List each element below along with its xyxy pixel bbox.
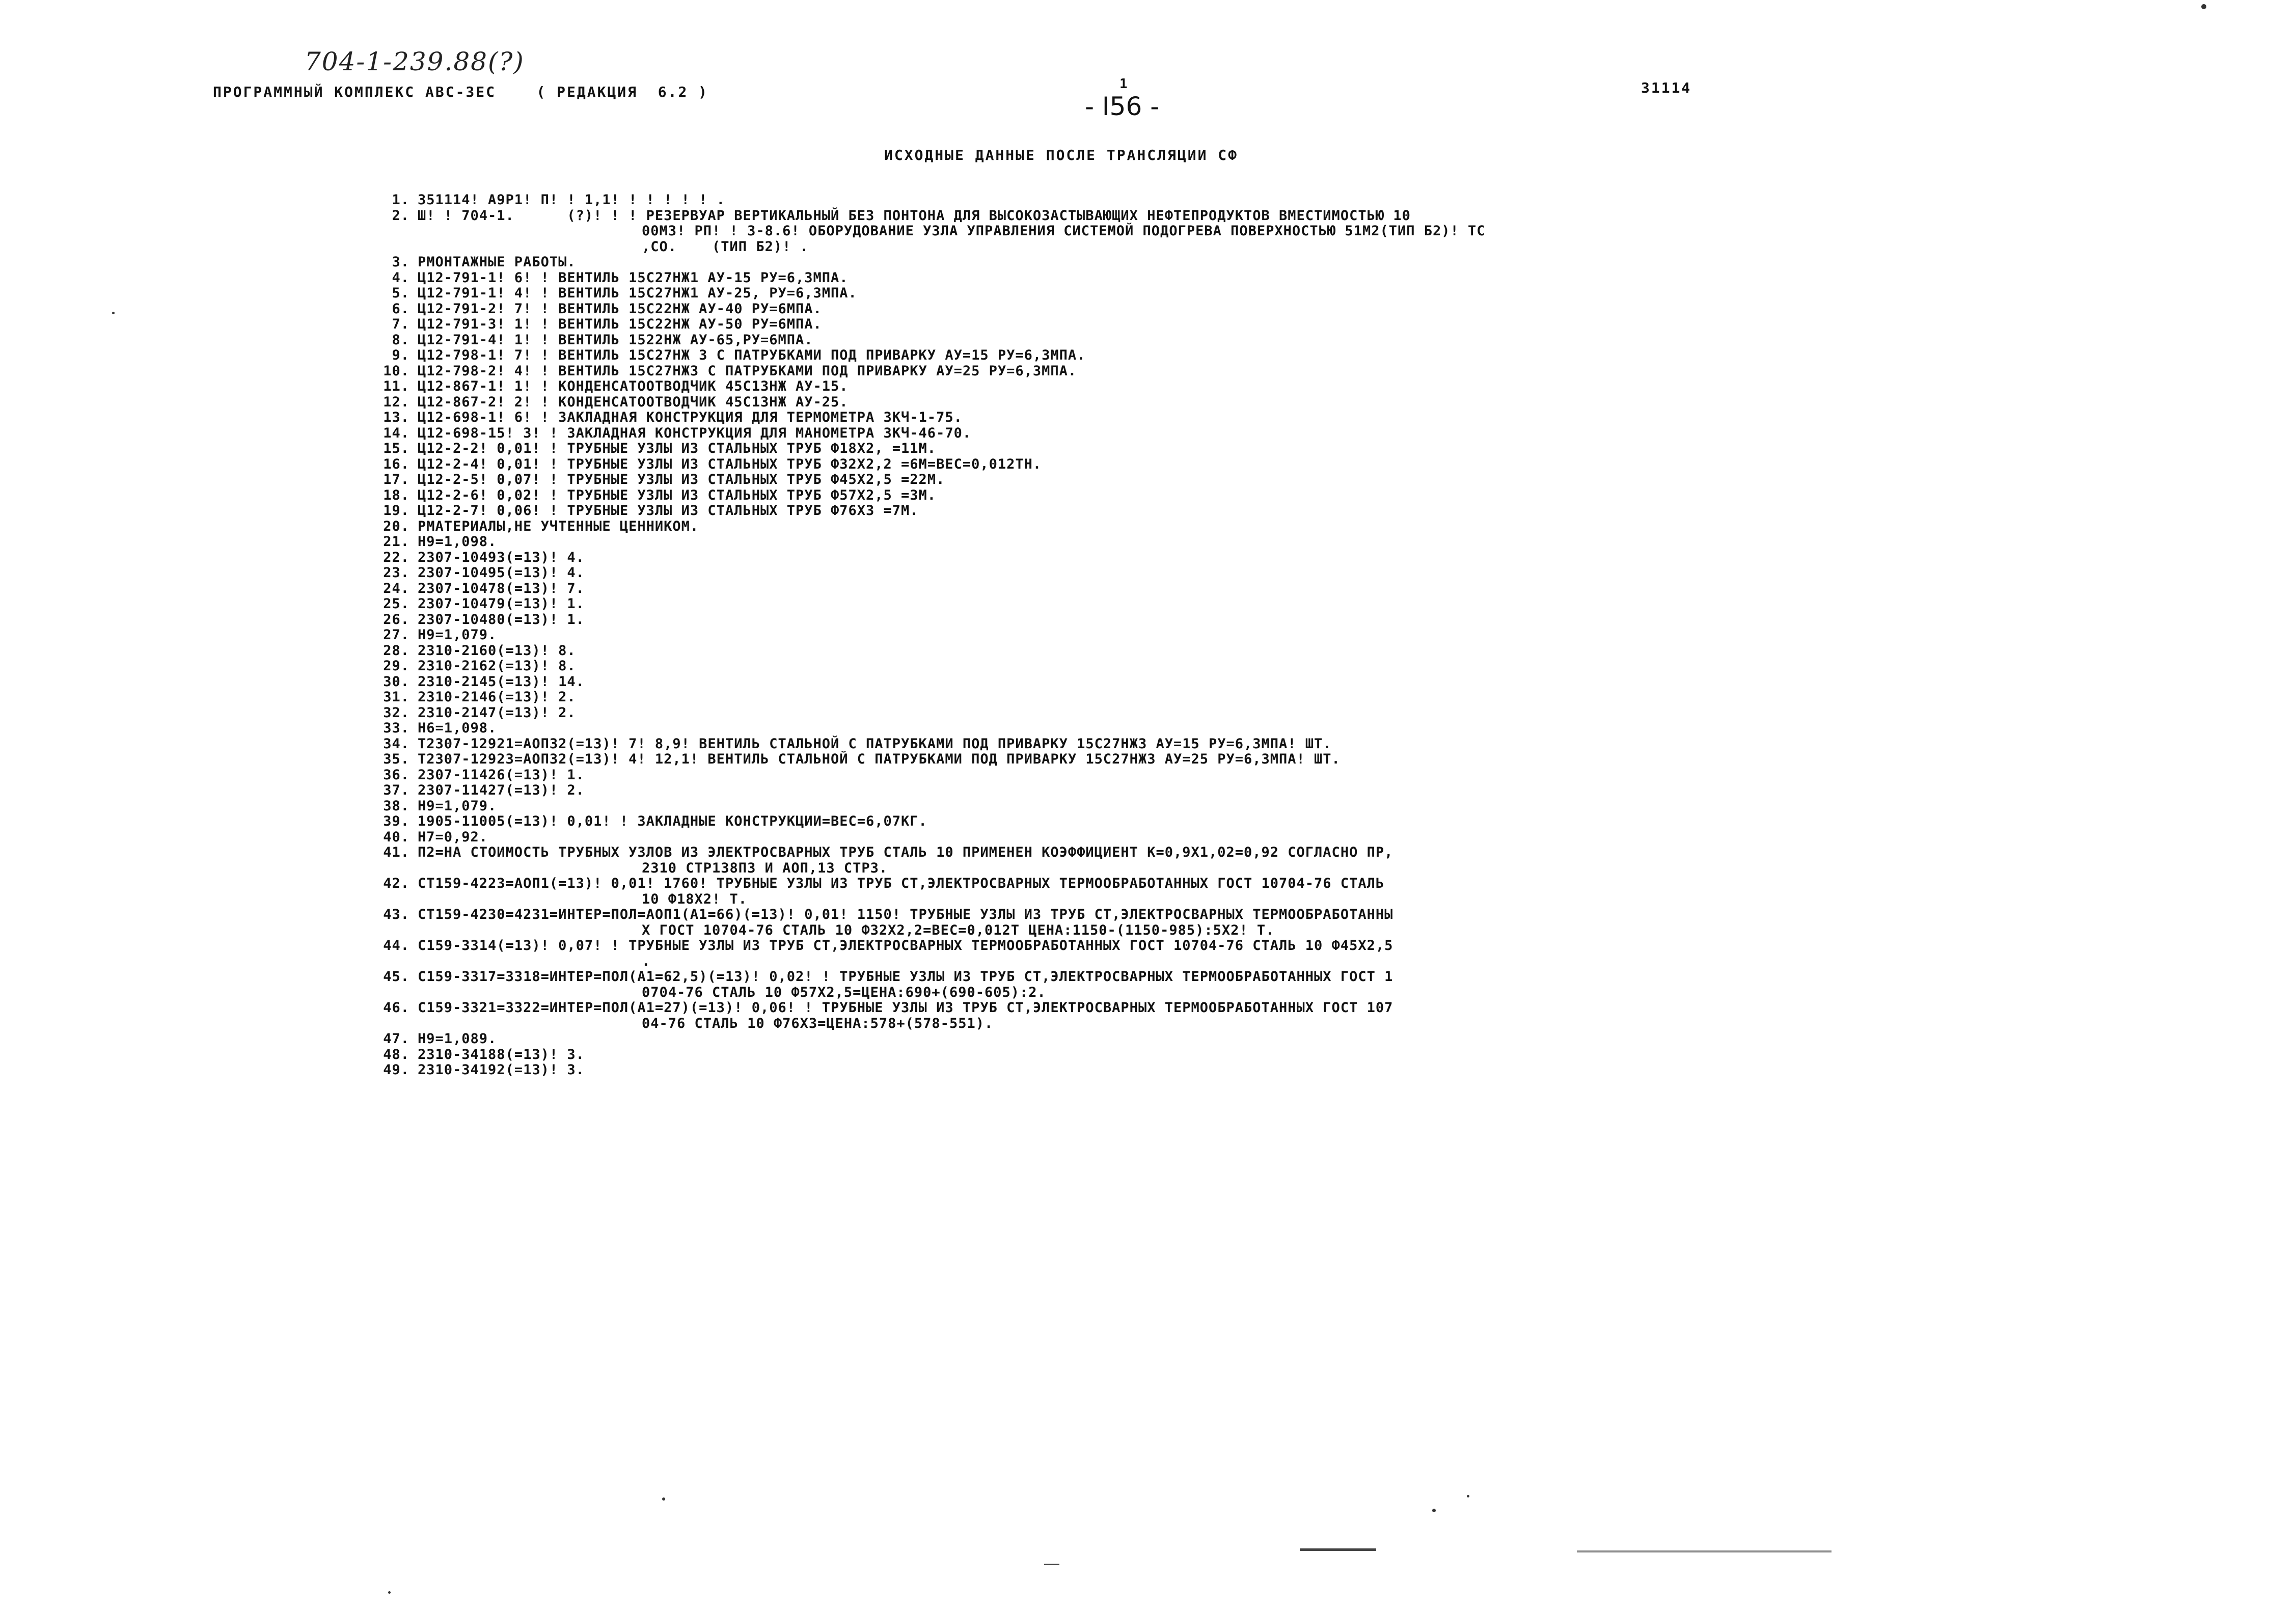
listing-line — [381, 752, 2286, 768]
line-number: 25. — [383, 596, 409, 612]
line-text: 2307-10480(=13)! 1. — [418, 611, 585, 628]
line-number: 13. — [383, 410, 409, 425]
listing-line — [381, 581, 2286, 597]
line-number: 26. — [383, 611, 409, 628]
listing-line — [381, 690, 2286, 705]
handwritten-project-reference: 704-1-239.88(?) — [305, 47, 525, 76]
line-number: 6. — [392, 301, 409, 317]
listing-continuation-line: 0704-76 СТАЛЬ 10 Ф57Х2,5=ЦЕНА:690+(690-605):2. — [642, 984, 1046, 1000]
listing-continuation-line: 04-76 СТАЛЬ 10 Ф76Х3=ЦЕНА:578+(578-551). — [642, 1015, 994, 1031]
line-number: 27. — [383, 627, 409, 643]
line-number: 46. — [383, 1000, 409, 1016]
line-text: С159-3317=3318=ИНТЕР=ПОЛ(А1=62,5)(=13)! 0,02! ! ТРУБНЫЕ УЗЛЫ ИЗ ТРУБ СТ,ЭЛЕКТРОСВАРНЫХ ТЕРМООБРАБОТАННЫХ ГОСТ 1 — [418, 969, 1393, 985]
line-text: 2307-11427(=13)! 2. — [418, 782, 585, 798]
line-number: 42. — [383, 876, 409, 891]
line-text: Ц12-698-1! 6! ! ЗАКЛАДНАЯ КОНСТРУКЦИЯ ДЛЯ ТЕРМОМЕТРА ЗКЧ-1-75. — [418, 410, 963, 425]
listing-line — [381, 565, 2286, 581]
line-text: Н9=1,079. — [418, 798, 497, 814]
listing-continuation-line: 10 Ф18Х2! Т. — [642, 891, 748, 907]
line-number: 39. — [383, 813, 409, 829]
line-text: Ц12-791-2! 7! ! ВЕНТИЛЬ 15С22НЖ АУ-40 РУ=6МПА. — [418, 301, 822, 317]
line-text: 2307-11426(=13)! 1. — [418, 767, 585, 783]
line-number: 8. — [392, 332, 409, 348]
line-number: 16. — [383, 456, 409, 472]
line-text: 2310-34192(=13)! 3. — [418, 1062, 585, 1078]
listing-line — [381, 799, 2286, 814]
line-text: СТ159-4223=АОП1(=13)! 0,01! 1760! ТРУБНЫЕ УЗЛЫ ИЗ ТРУБ СТ,ЭЛЕКТРОСВАРНЫХ ТЕРМООБРАБОТАННЫХ ГОСТ 10704-76 СТАЛЬ — [418, 876, 1385, 891]
line-number: 11. — [383, 378, 409, 394]
line-number: 4. — [392, 269, 409, 286]
page-tick-mark: 1 — [1119, 76, 1128, 92]
line-number: 15. — [383, 441, 409, 456]
line-text: 2307-10478(=13)! 7. — [418, 580, 585, 596]
listing-line — [381, 441, 2286, 457]
line-number: 3. — [392, 254, 409, 270]
line-text: Ц12-791-4! 1! ! ВЕНТИЛЬ 1522НЖ АУ-65,РУ=6МПА. — [418, 332, 813, 348]
line-number: 30. — [383, 673, 409, 690]
listing-line — [381, 426, 2286, 442]
listing-line — [381, 1062, 2286, 1078]
line-text: Ц12-798-1! 7! ! ВЕНТИЛЬ 15С27НЖ 3 С ПАТРУБКАМИ ПОД ПРИВАРКУ АУ=15 РУ=6,3МПА. — [418, 347, 1086, 363]
listing-line — [381, 659, 2286, 674]
scan-speck — [1432, 1509, 1436, 1512]
listing-line — [381, 364, 2286, 379]
line-text: Ш! ! 704-1. (?)! ! ! РЕЗЕРВУАР ВЕРТИКАЛЬНЫЙ БЕЗ ПОНТОНА ДЛЯ ВЫСОКОЗАСТЫВАЮЩИХ НЕФТЕПРОДУКТОВ ВМЕСТИМОСТЬЮ 10 — [418, 207, 1411, 224]
line-number: 7. — [392, 316, 409, 332]
section-heading: ИСХОДНЫЕ ДАННЫЕ ПОСЛЕ ТРАНСЛЯЦИИ СФ — [884, 147, 1239, 163]
listing-line — [381, 457, 2286, 473]
listing-line — [381, 705, 2286, 721]
line-number: 47. — [383, 1031, 409, 1047]
line-text: П2=НА СТОИМОСТЬ ТРУБНЫХ УЗЛОВ ИЗ ЭЛЕКТРОСВАРНЫХ ТРУБ СТАЛЬ 10 ПРИМЕНЕН КОЭФФИЦИЕНТ К=0,9Х1,02=0,92 СОГЛАСНО ПР, — [418, 844, 1393, 860]
line-number: 2. — [392, 207, 409, 224]
line-number: 40. — [383, 829, 409, 845]
line-text: Ц12-798-2! 4! ! ВЕНТИЛЬ 15С27НЖ3 С ПАТРУБКАМИ ПОД ПРИВАРКУ АУ=25 РУ=6,3МПА. — [418, 363, 1077, 379]
line-text: Ц12-2-5! 0,07! ! ТРУБНЫЕ УЗЛЫ ИЗ СТАЛЬНЫХ ТРУБ Ф45Х2,5 =22М. — [418, 472, 945, 487]
page-number: - I56 - — [1085, 92, 1160, 121]
listing-line — [381, 612, 2286, 628]
line-number: 28. — [383, 642, 409, 659]
scan-speck — [662, 1497, 665, 1501]
line-text: 1905-11005(=13)! 0,01! ! ЗАКЛАДНЫЕ КОНСТРУКЦИИ=ВЕС=6,07КГ. — [418, 813, 927, 829]
line-number: 41. — [383, 844, 409, 860]
line-number: 35. — [383, 751, 409, 767]
listing-line — [381, 333, 2286, 348]
line-text: Т2307-12923=АОП32(=13)! 4! 12,1! ВЕНТИЛЬ СТАЛЬНОЙ С ПАТРУБКАМИ ПОД ПРИВАРКУ 15С27НЖ3 АУ=25 РУ=6,3МПА! ШТ. — [418, 751, 1341, 767]
listing-line — [381, 255, 2286, 270]
line-text: РМОНТАЖНЫЕ РАБОТЫ. — [418, 254, 576, 270]
line-text: Ц12-791-1! 6! ! ВЕНТИЛЬ 15С27НЖ1 АУ-15 РУ=6,3МПА. — [418, 269, 849, 286]
line-text: 2310-2147(=13)! 2. — [418, 704, 576, 721]
listing-line — [381, 286, 2286, 302]
line-text: Н9=1,089. — [418, 1031, 497, 1047]
translated-source-listing — [381, 193, 2286, 1078]
line-text: 2310-2162(=13)! 8. — [418, 658, 576, 674]
listing-line — [381, 596, 2286, 612]
line-text: 2310-34188(=13)! 3. — [418, 1046, 585, 1062]
line-number: 44. — [383, 938, 409, 953]
line-number: 14. — [383, 425, 409, 441]
listing-line — [381, 737, 2286, 752]
listing-line — [381, 876, 2286, 892]
scan-streak — [1300, 1548, 1376, 1551]
listing-line — [381, 907, 2286, 923]
listing-line — [381, 270, 2286, 286]
listing-line — [381, 534, 2286, 550]
listing-line — [381, 1047, 2286, 1063]
document-code: 31114 — [1641, 79, 1692, 96]
listing-line — [381, 938, 2286, 954]
line-text: 2310-2145(=13)! 14. — [418, 673, 585, 690]
line-number: 18. — [383, 487, 409, 503]
line-text: 2310-2146(=13)! 2. — [418, 689, 576, 705]
listing-continuation-line: ,СО. (ТИП Б2)! . — [642, 238, 809, 255]
line-number: 38. — [383, 798, 409, 814]
scan-speck — [1467, 1495, 1469, 1497]
listing-line — [381, 519, 2286, 535]
line-number: 20. — [383, 518, 409, 534]
line-text: Н7=0,92. — [418, 829, 488, 845]
listing-line — [381, 193, 2286, 208]
listing-line — [381, 969, 2286, 985]
line-number: 33. — [383, 720, 409, 736]
line-number: 19. — [383, 503, 409, 519]
line-text: Ц12-698-15! 3! ! ЗАКЛАДНАЯ КОНСТРУКЦИЯ ДЛЯ МАНОМЕТРА ЗКЧ-46-70. — [418, 425, 972, 441]
listing-line — [381, 674, 2286, 690]
listing-continuation-line: Х ГОСТ 10704-76 СТАЛЬ 10 Ф32Х2,2=ВЕС=0,012Т ЦЕНА:1150-(1150-985):5Х2! Т. — [642, 922, 1275, 938]
listing-line — [381, 550, 2286, 566]
line-number: 17. — [383, 472, 409, 487]
listing-line — [381, 783, 2286, 799]
line-number: 37. — [383, 782, 409, 798]
listing-continuation-line: 00М3! РП! ! 3-8.6! ОБОРУДОВАНИЕ УЗЛА УПРАВЛЕНИЯ СИСТЕМОЙ ПОДОГРЕВА ПОВЕРХНОСТЬЮ 51М2(ТИП Б2)! ТС — [642, 223, 1486, 239]
listing-line — [381, 317, 2286, 333]
listing-line — [381, 379, 2286, 395]
listing-continuation-line: . — [642, 953, 651, 969]
listing-line — [381, 830, 2286, 846]
listing-line — [381, 503, 2286, 519]
listing-line — [381, 721, 2286, 737]
line-text: Ц12-791-3! 1! ! ВЕНТИЛЬ 15С22НЖ АУ-50 РУ=6МПА. — [418, 316, 822, 332]
line-number: 43. — [383, 907, 409, 922]
line-text: 2307-10493(=13)! 4. — [418, 549, 585, 565]
listing-line — [381, 302, 2286, 317]
scan-streak — [1044, 1564, 1059, 1565]
program-edition-label: ПРОГРАММНЫЙ КОМПЛЕКС АВС-3ЕС ( РЕДАКЦИЯ 6.2 ) — [213, 84, 709, 100]
listing-line — [381, 488, 2286, 504]
line-text: Ц12-2-4! 0,01! ! ТРУБНЫЕ УЗЛЫ ИЗ СТАЛЬНЫХ ТРУБ Ф32Х2,2 =6М=ВЕС=0,012ТН. — [418, 456, 1042, 472]
line-text: Н9=1,098. — [418, 534, 497, 550]
line-text: РМАТЕРИАЛЫ,НЕ УЧТЕННЫЕ ЦЕННИКОМ. — [418, 518, 699, 534]
line-text: Ц12-2-2! 0,01! ! ТРУБНЫЕ УЗЛЫ ИЗ СТАЛЬНЫХ ТРУБ Ф18Х2, =11М. — [418, 441, 937, 456]
line-number: 31. — [383, 689, 409, 705]
line-number: 49. — [383, 1062, 409, 1078]
line-text: Ц12-2-6! 0,02! ! ТРУБНЫЕ УЗЛЫ ИЗ СТАЛЬНЫХ ТРУБ Ф57Х2,5 =3М. — [418, 487, 937, 503]
listing-line — [381, 395, 2286, 411]
line-number: 36. — [383, 767, 409, 783]
line-text: 351114! А9Р1! П! ! 1,1! ! ! ! ! ! . — [418, 192, 725, 208]
scan-streak — [1577, 1550, 1832, 1552]
line-number: 21. — [383, 534, 409, 550]
line-number: 34. — [383, 735, 409, 752]
scan-speck — [112, 312, 115, 314]
line-number: 45. — [383, 969, 409, 985]
line-text: С159-3314(=13)! 0,07! ! ТРУБНЫЕ УЗЛЫ ИЗ ТРУБ СТ,ЭЛЕКТРОСВАРНЫХ ТЕРМООБРАБОТАННЫХ ГОСТ 10704-76 СТАЛЬ 10 Ф45Х2,5 — [418, 938, 1393, 953]
listing-line — [381, 208, 2286, 224]
scan-speck — [388, 1591, 391, 1594]
line-text: Ц12-791-1! 4! ! ВЕНТИЛЬ 15С27НЖ1 АУ-25, РУ=6,3МПА. — [418, 285, 857, 301]
listing-line — [381, 348, 2286, 364]
line-text: С159-3321=3322=ИНТЕР=ПОЛ(А1=27)(=13)! 0,06! ! ТРУБНЫЕ УЗЛЫ ИЗ ТРУБ СТ,ЭЛЕКТРОСВАРНЫХ ТЕРМООБРАБОТАННЫХ ГОСТ 107 — [418, 1000, 1393, 1016]
listing-continuation-line: 2310 СТР138П3 И АОП,13 СТР3. — [642, 860, 888, 876]
line-number: 24. — [383, 580, 409, 596]
listing-line — [381, 628, 2286, 643]
listing-line — [381, 472, 2286, 488]
listing-line — [381, 845, 2286, 861]
line-number: 1. — [392, 192, 409, 208]
line-number: 22. — [383, 549, 409, 565]
line-number: 9. — [392, 347, 409, 363]
line-text: Т2307-12921=АОП32(=13)! 7! 8,9! ВЕНТИЛЬ СТАЛЬНОЙ С ПАТРУБКАМИ ПОД ПРИВАРКУ 15С27НЖ3 АУ=15 РУ=6,3МПА! ШТ. — [418, 735, 1332, 752]
line-text: Н6=1,098. — [418, 720, 497, 736]
line-text: Ц12-867-2! 2! ! КОНДЕНСАТООТВОДЧИК 45С13НЖ АУ-25. — [418, 394, 849, 410]
line-number: 32. — [383, 704, 409, 721]
listing-line — [381, 1031, 2286, 1047]
line-number: 48. — [383, 1046, 409, 1062]
listing-line — [381, 1000, 2286, 1016]
listing-line — [381, 643, 2286, 659]
line-text: 2307-10479(=13)! 1. — [418, 596, 585, 612]
line-number: 12. — [383, 394, 409, 410]
line-text: Н9=1,079. — [418, 627, 497, 643]
line-text: 2307-10495(=13)! 4. — [418, 565, 585, 581]
listing-line — [381, 768, 2286, 783]
line-number: 10. — [383, 363, 409, 379]
line-text: Ц12-867-1! 1! ! КОНДЕНСАТООТВОДЧИК 45С13НЖ АУ-15. — [418, 378, 849, 394]
listing-line — [381, 410, 2286, 426]
line-text: 2310-2160(=13)! 8. — [418, 642, 576, 659]
scan-speck — [2201, 4, 2206, 9]
line-number: 5. — [392, 285, 409, 301]
line-text: Ц12-2-7! 0,06! ! ТРУБНЫЕ УЗЛЫ ИЗ СТАЛЬНЫХ ТРУБ Ф76Х3 =7М. — [418, 503, 919, 519]
line-number: 23. — [383, 565, 409, 581]
line-text: СТ159-4230=4231=ИНТЕР=ПОЛ=АОП1(А1=66)(=13)! 0,01! 1150! ТРУБНЫЕ УЗЛЫ ИЗ ТРУБ СТ,ЭЛЕКТРОСВАРНЫХ ТЕРМООБРАБОТАННЫ — [418, 907, 1393, 922]
line-number: 29. — [383, 658, 409, 674]
listing-line — [381, 814, 2286, 830]
